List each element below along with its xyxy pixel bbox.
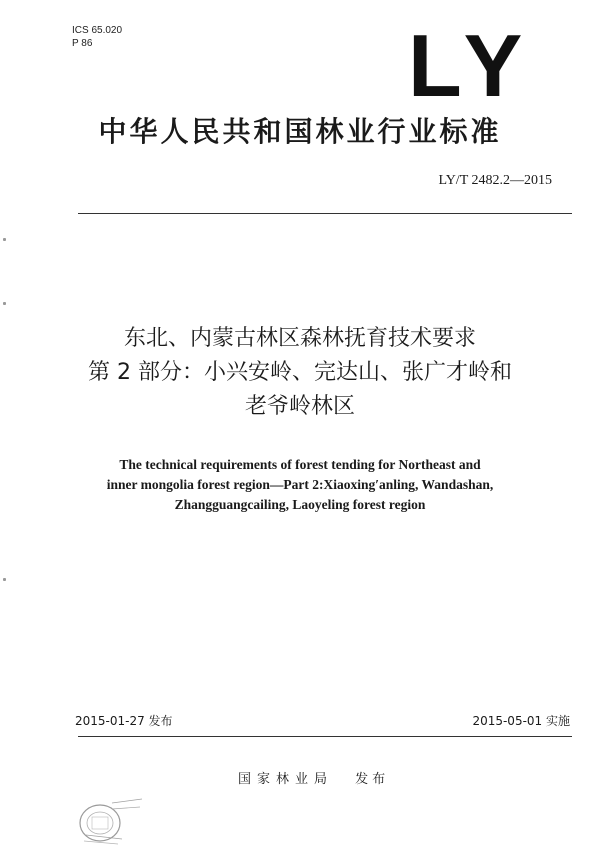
english-title-line-3: Zhangguangcailing, Laoyeling forest region <box>174 497 426 512</box>
anti-counterfeit-stamp-icon <box>72 795 144 847</box>
implementation-date: 2015-05-01 实施 <box>472 714 570 728</box>
english-title-line-2: inner mongolia forest region—Part 2:Xiaoxing′anling, Wandashan, <box>106 477 494 492</box>
english-title-line-1: The technical requirements of forest tending for Northeast and <box>119 457 481 472</box>
english-title <box>0 455 600 515</box>
issuing-organization: 国家林业局 <box>238 772 334 787</box>
chinese-title-line-2: 第 2 部分：小兴安岭、完达山、张广才岭和 <box>88 360 512 385</box>
top-divider <box>78 213 572 214</box>
standard-type-title: 中华人民共和国林业行业标准 <box>98 115 502 148</box>
chinese-title-line-1: 东北、内蒙古林区森林抚育技术要求 <box>123 326 476 351</box>
issuer-line <box>238 768 389 787</box>
classification-codes <box>72 24 122 50</box>
margin-speck <box>3 302 6 305</box>
chinese-title <box>0 322 600 424</box>
ly-logo: LY <box>408 16 533 115</box>
standard-number: LY/T 2482.2—2015 <box>438 173 552 188</box>
ics-code: ICS 65.020 <box>72 25 123 36</box>
issue-action: 发布 <box>355 772 390 787</box>
chinese-title-line-3: 老爷岭林区 <box>244 394 355 419</box>
bottom-divider <box>78 736 572 737</box>
issue-date: 2015-01-27 发布 <box>75 714 173 728</box>
ccs-code: P 86 <box>72 38 93 49</box>
margin-speck <box>3 238 6 241</box>
margin-speck <box>3 578 6 581</box>
